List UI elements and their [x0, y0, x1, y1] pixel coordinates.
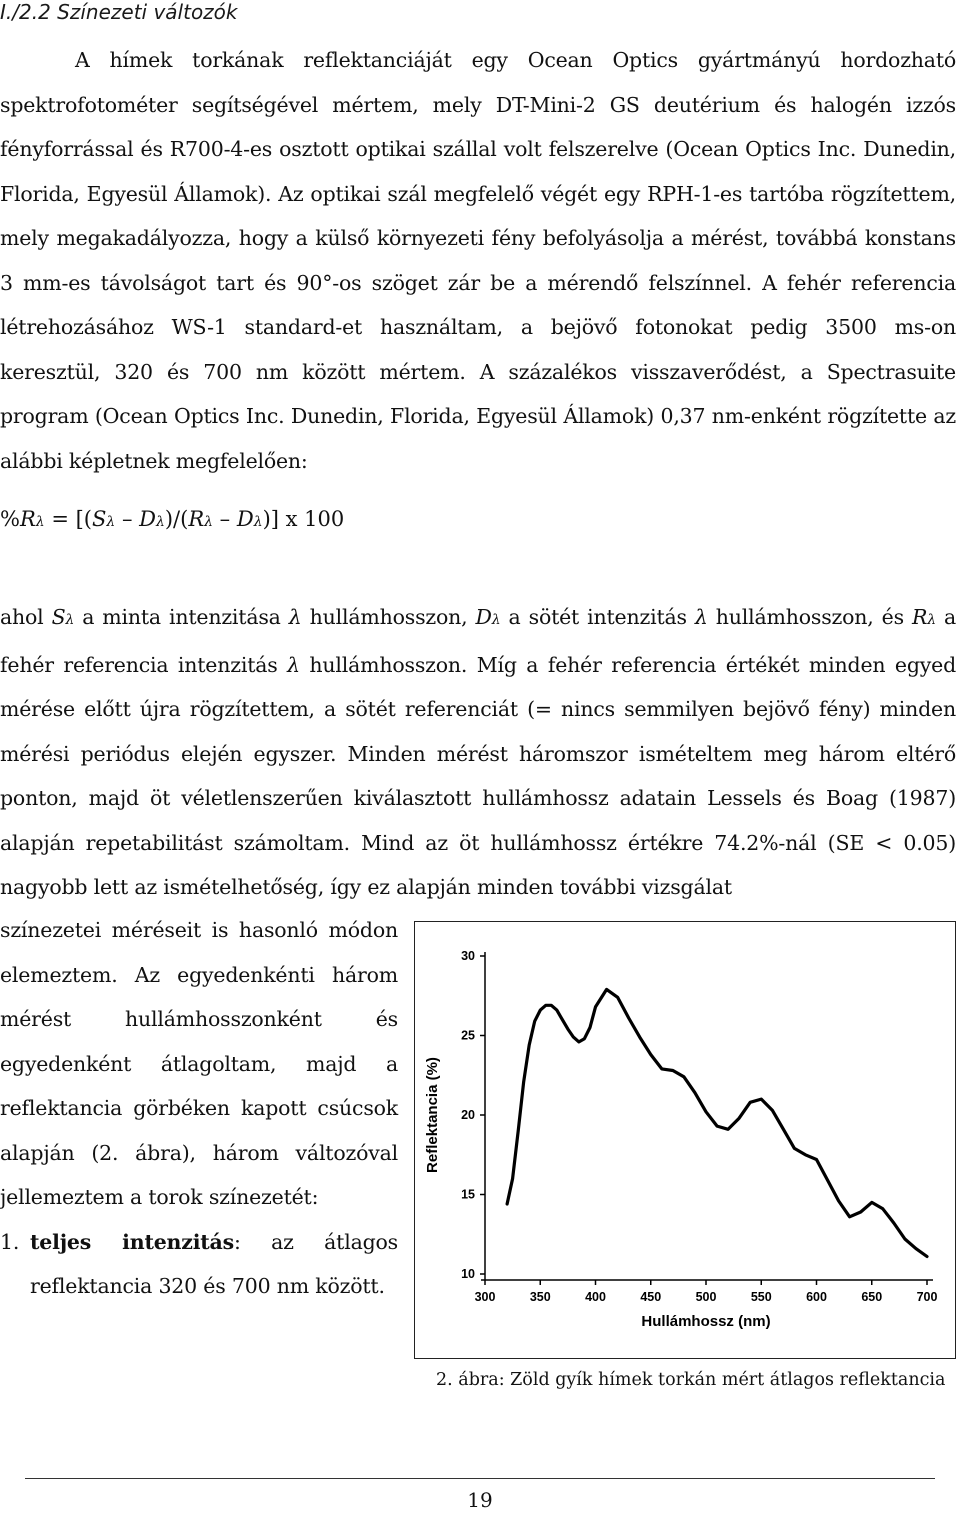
- y-tick-label: 10: [461, 1267, 475, 1281]
- y-axis-label: Reflektancia (%): [424, 1057, 441, 1173]
- reflectance-chart: [415, 922, 955, 1358]
- formula-eq: = [(: [44, 507, 92, 531]
- formula-minus-2: –: [213, 507, 237, 531]
- x-tick-label: 700: [916, 1290, 938, 1304]
- list-item-total-intensity: [0, 1220, 398, 1309]
- x-tick-label: 600: [806, 1290, 827, 1304]
- formula-S: S: [92, 507, 107, 531]
- p2-text-7: hullámhosszon. Míg a fehér referencia értékét minden egyed mérése előtt újra rögzítettem, a sötét referenciát (= nincs semmilyen bejövő fény) minden mérési periódus elején egyszer. Minden mérést háromszor ismételtem meg három eltérő ponton, majd öt véletlenszerűen kiválasztott hullámhossz adatain Lessels és Boag (1987) alapján repetabilitást számoltam. Mind az öt hullámhossz értékre 74.2%-nál (SE < 0.05) nagyobb lett az ismételhetőség, így ez alapján minden további vizsgálat: [0, 652, 956, 899]
- p2-text-1: ahol: [0, 605, 52, 629]
- x-axis-label: Hullámhossz (nm): [641, 1313, 771, 1330]
- x-tick-label: 300: [474, 1290, 496, 1304]
- x-tick-label: 650: [861, 1290, 883, 1304]
- formula-D2: D: [236, 507, 254, 531]
- p2-sub-r: λ: [927, 612, 936, 628]
- formula-sub-d: λ: [155, 514, 165, 530]
- list-item-number: 1.: [0, 1229, 20, 1254]
- list-item-term: teljes intenzitás: [30, 1229, 234, 1254]
- y-tick-label: 30: [461, 949, 475, 963]
- formula-sub-s: λ: [106, 514, 116, 530]
- formula-minus-1: –: [115, 507, 140, 531]
- formula-end: )] x 100: [262, 507, 345, 531]
- footer-divider: [25, 1478, 935, 1479]
- p2-sub-d: λ: [491, 612, 501, 628]
- p2-text-6: a fehér referencia intenzitás: [0, 605, 957, 677]
- paragraph-method: [0, 595, 956, 910]
- left-column-paragraph: színezetei méréseit is hasonló módon elemeztem. Az egyedenkénti három mérést hullámhosszonként és egyedenként átlagoltam, majd a reflektancia görbéken kapott csúcsok alapján (2. ábra), három változóval jellemeztem a torok színezetét:: [0, 918, 398, 1209]
- list-item-rest: : az átlagos reflektancia 320 és 700 nm között.: [30, 1229, 398, 1298]
- paragraph-intro-text: A hímek torkának reflektanciáját egy Ocean Optics gyártmányú hordozható spektrofotométer segítségével mértem, mely DT-Mini-2 GS deutérium és halogén izzós fényforrással és R700-4-es osztott optikai szállal volt felszerelve (Ocean Optics Inc. Dunedin, Florida, Egyesül Államok). Az optikai szál megfelelő végét egy RPH-1-es tartóba rögzítettem, mely megakadályozza, hogy a külső környezeti fény befolyásolja a mérést, továbbá konstans 3 mm-es távolságot tart és 90°-os szöget zár be a mérendő felszínnel. A fehér referencia létrehozásához WS-1 standard-et használtam, a bejövő fotonokat pedig 3500 ms-on keresztül, 320 és 700 nm között mértem. A százalékos visszaverődést, a Spectrasuite program (Ocean Optics Inc. Dunedin, Florida, Egyesül Államok) 0,37 nm-enként rögzítette az alábbi képletnek megfelelően:: [0, 48, 956, 473]
- paragraph-intro: [0, 38, 956, 483]
- p2-text-4: a sötét intenzitás: [500, 605, 695, 629]
- formula-sub-r2: λ: [204, 514, 213, 530]
- p2-lambda-2: λ: [694, 605, 708, 629]
- x-tick-label: 450: [640, 1290, 662, 1304]
- page-number: 19: [467, 1488, 493, 1512]
- y-tick-label: 20: [461, 1108, 475, 1122]
- figure-caption: 2. ábra: Zöld gyík hímek torkán mért átlagos reflektancia: [436, 1370, 946, 1390]
- p2-S: S: [51, 605, 66, 629]
- p2-sub-s: λ: [65, 612, 75, 628]
- p2-R: R: [911, 605, 928, 629]
- formula-D: D: [139, 507, 156, 531]
- x-tick-label: 500: [695, 1290, 717, 1304]
- formula-percent: %: [0, 507, 20, 531]
- reflectance-figure: [414, 921, 956, 1359]
- formula-mid: )/(: [164, 507, 189, 531]
- formula-sub-r: λ: [35, 514, 45, 530]
- p2-D: D: [475, 605, 492, 629]
- x-tick-label: 400: [585, 1290, 606, 1304]
- section-heading: I./2.2 Színezeti változók: [0, 0, 238, 24]
- y-tick-label: 15: [461, 1187, 475, 1202]
- left-column-text: [0, 908, 398, 1309]
- x-tick-label: 550: [750, 1290, 772, 1304]
- y-tick-label: 25: [461, 1028, 475, 1043]
- p2-text-2: a minta intenzitása: [74, 605, 289, 629]
- x-tick-label: 350: [529, 1290, 551, 1304]
- formula-R: R: [19, 507, 36, 531]
- p2-text-3: hullámhosszon,: [301, 605, 476, 629]
- reflectance-curve: [507, 989, 927, 1256]
- formula-R2: R: [188, 507, 205, 531]
- p2-lambda-1: λ: [288, 605, 302, 629]
- formula-sub-d2: λ: [253, 514, 263, 530]
- p2-lambda-3: λ: [287, 652, 300, 677]
- p2-text-5: hullámhosszon, és: [707, 605, 912, 629]
- reflectance-formula: [0, 507, 344, 531]
